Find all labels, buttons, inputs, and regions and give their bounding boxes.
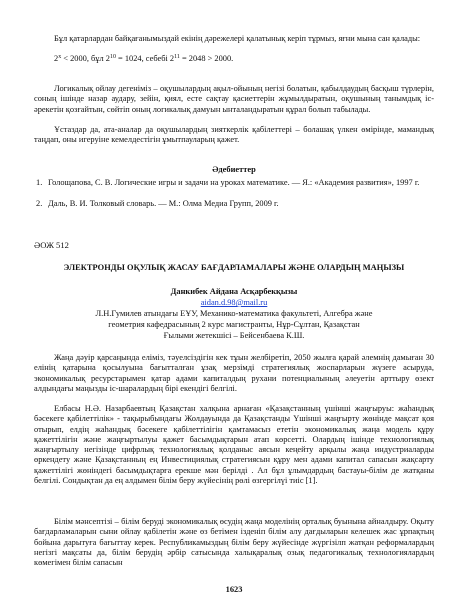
references-title: Әдебиеттер bbox=[212, 165, 256, 174]
teachers-paragraph: Ұстаздар да, ата-аналар да оқушылардың зияткерлік қабілеттері – болашақ үлкен өмірінде, мамандық таңдап, оны игеруіне кемелдестігін ұмытпауларың қажет. bbox=[34, 125, 434, 145]
reference-item bbox=[34, 178, 434, 188]
reference-text: Даль, В. И. Толковый словарь. — М.: Олма Медиа Групп, 2009 г. bbox=[48, 199, 279, 208]
reference-text: Голощапова, С. В. Логические игры и задачи на уроках математике. — Я.: «Академия развития», 1997 г. bbox=[48, 178, 420, 187]
page-number: 1623 bbox=[225, 585, 243, 594]
udc-code: ӘОЖ 512 bbox=[34, 240, 69, 250]
reference-item bbox=[34, 199, 434, 209]
body-paragraph-1: Жаңа дәуір қарсаңында еліміз, тәуелсіздігін кек тұын желбіретіп, 2050 жылға қарай әлемнің дамыған 30 елінің қатарына қосылуына бағытталған ұзақ мерзімді стратегиялық жоспарларын жүзеге асыруда, экономикалық ресурстарымен қатар адами капиталдың рухани потенциалының әлеуетін арттыру өзект алдындағы маңызды іс-шаралардың бірі екендігі белгілі. bbox=[34, 353, 434, 393]
reference-number: 1. bbox=[36, 178, 43, 187]
logical-thinking-paragraph: Логикалық ойлау дегеніміз – оқушылардың ақыл-ойының негізі болатын, қабылдаудың басқыш түрлерін, соның ішінде назар аудару, зейін, қиял, есте сақтау қасиеттерін жұмылдыратын, оқушының танымдық іс-әрекетін қозғайтын, сөйтіп оның логикалық дамуын ынталандыратын құрал болып табылады. bbox=[34, 84, 434, 114]
author-email-link[interactable]: aidan.d.98@mail.ru bbox=[200, 298, 268, 307]
author-name: Данкибек Айдана Асқарбекқызы bbox=[170, 287, 298, 296]
formula-line: $2^x < 2000$, бұл $2^{10} = 1024$, себебі $2^{11} = 2048 > 2000$. bbox=[54, 54, 234, 63]
intro-paragraph: Бұл қатарлардан байқағанымыздай екінің дәрежелері қалатынық керіп тұрмыз, яғни мына сан қалады: bbox=[54, 34, 421, 43]
supervisor-line: Ғылыми жетекшісі – Бейсенбаева К.Ш. bbox=[163, 331, 305, 340]
affiliation-line-2: геометрия кафедрасының 2 курс магистранты, Нұр-Сұлтан, Қазақстан bbox=[108, 320, 360, 329]
body-paragraph-2: Елбасы Н.Ә. Назарбаевтың Қазақстан халқына арнаған «Қазақстанның үшінші жаңғыруы: жаһандық бәсекеге қабілеттілік» - тақырыбындағы Жолдауында да Қазақстанды Үшінші жаңғырту жөнінде мақсат қоя отырып, елдің жаһандық бәсекеге қабілеттілігін қамтамасыз ететін экономикалық жаңа модель құру қажеттілігін және жаңғыртылуы қажет басымдықтарын атап көрсетті. Олардың ішінде технологиялық жаңғыртылу негізінде цифрлық технологиялық қолданыс аясын кеңейту арқылы жаңа индустриаларды өркендету және Қазақстанның ең Инвестициялық стратегиясын құру мен адами капитал сапасын жақсарту қажеттілігі жөніндегі басымдықтарға ерекше мән берілді . Ал бұл ұлымдардың бастауы-білім де жатқаны белгілі. Сондықтан да ең алдымен білім беру жүйесінің рөлі өзгергілүі тиіс [1]. bbox=[34, 404, 434, 486]
article-title: ЭЛЕКТРОНДЫ ОҚУЛЫҚ ЖАСАУ БАҒДАРЛАМАЛАРЫ ЖӘНЕ ОЛАРДЫҢ МАҢЫЗЫ bbox=[63, 263, 405, 272]
reference-number: 2. bbox=[36, 199, 43, 208]
affiliation-line-1: Л.Н.Гумилев атындағы ЕҰУ, Механико-математика факультеті, Алгебра және bbox=[95, 309, 373, 318]
body-paragraph-3: Білім мәнсептізі – білім беруді экономикалық өсудің жаңа моделінің орталық буынына айналдыру. Оқыту бағдарламаларын сыни ойлау қабілетін және өз бетімен ізденіп білім алу дағдыларын келешек жас ұрпақтың бойына дарытуға бағыттау керек. Республикамыздың білім беру жүйесінде жүргізілп жатқан реформалардың негізгі мақсаты да, білім берудің әрбір сатысында халықаралық озық педагогикалық технологиялардың көмегімен білім сапасын bbox=[34, 517, 434, 568]
